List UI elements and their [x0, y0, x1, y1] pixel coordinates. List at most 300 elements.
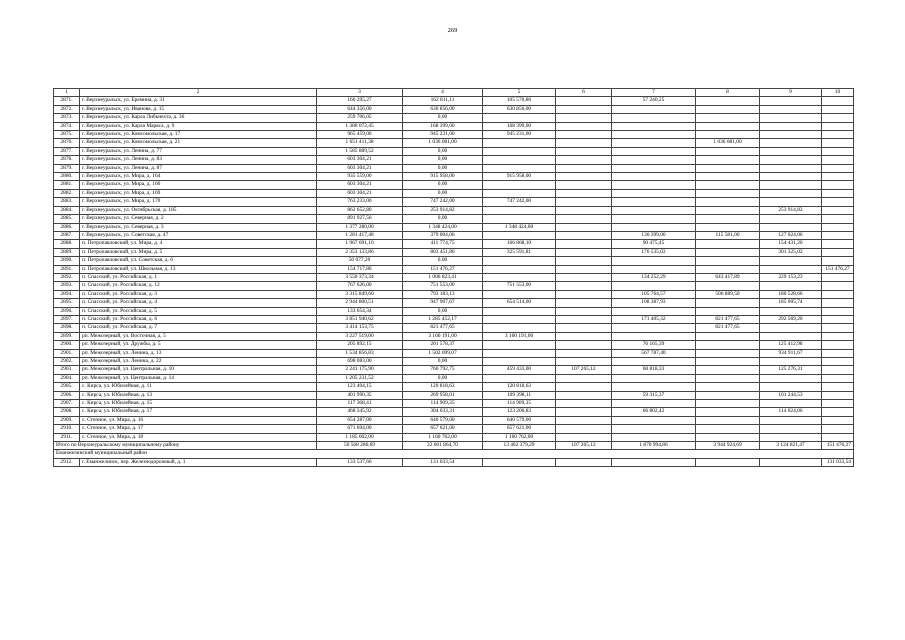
address-cell: рп. Межозерный, ул. Центральная, д. 10 [80, 366, 317, 374]
row-number: 2904. [54, 374, 80, 382]
amount-cell [612, 181, 696, 189]
amount-cell [760, 425, 822, 433]
amount-cell [696, 164, 760, 172]
address-cell: п. Петропавловский, ул. Мира, д. 5 [80, 248, 317, 256]
amount-cell [822, 383, 854, 391]
amount-cell [696, 173, 760, 181]
amount-cell [556, 231, 612, 239]
amount-cell [612, 433, 696, 441]
amount-cell: 1 285 452,17 [403, 315, 483, 323]
address-cell: г. Верхнеуральск, ул. Ленина, д. 87 [80, 164, 317, 172]
amount-cell: 747 242,00 [483, 198, 556, 206]
amount-cell [556, 173, 612, 181]
amount-cell [612, 173, 696, 181]
row-number: 2900. [54, 341, 80, 349]
amount-cell [760, 105, 822, 113]
amount-cell: 935 559,00 [317, 173, 403, 181]
table-row [54, 257, 854, 265]
table-row [54, 97, 854, 105]
amount-cell [483, 164, 556, 172]
total-amount: 107 265,12 [556, 442, 612, 450]
column-number-10: 10 [822, 89, 854, 97]
amount-cell [556, 147, 612, 155]
table-row [54, 374, 854, 382]
amount-cell: 3 227 519,00 [317, 332, 403, 340]
table-row [54, 198, 854, 206]
amount-cell [760, 358, 822, 366]
amount-cell: 68 818,33 [612, 366, 696, 374]
amount-cell: 567 787,40 [612, 349, 696, 357]
table-row [54, 181, 854, 189]
amount-cell: 644 356,00 [317, 105, 403, 113]
row-number: 2887. [54, 231, 80, 239]
amount-cell [612, 223, 696, 231]
address-cell: г. Верхнеуральск, ул. Северная, д. 3 [80, 223, 317, 231]
address-cell: г. Верхнеуральск, ул. Мира, д. 164 [80, 173, 317, 181]
amount-cell [556, 198, 612, 206]
amount-cell [822, 433, 854, 441]
amount-cell: 751 553,00 [403, 282, 483, 290]
amount-cell: 151 476,27 [403, 265, 483, 273]
amount-cell: 630 856,00 [403, 105, 483, 113]
amount-cell [556, 164, 612, 172]
amount-cell [556, 240, 612, 248]
amount-cell [556, 290, 612, 298]
column-number-6: 6 [556, 89, 612, 97]
amount-cell: 763 233,00 [317, 198, 403, 206]
address-cell: г. Верхнеуральск, ул. Мира, д. 170 [80, 198, 317, 206]
amount-cell: 0,00 [403, 114, 483, 122]
amount-cell: 50 077,20 [317, 257, 403, 265]
amount-cell [696, 156, 760, 164]
row-number: 2899. [54, 332, 80, 340]
amount-cell: 0,00 [403, 189, 483, 197]
amount-cell: 1 585 889,52 [317, 147, 403, 155]
total-amount: 151 476,27 [822, 442, 854, 450]
amount-cell: 3 851 940,62 [317, 315, 403, 323]
row-number: 2875. [54, 131, 80, 139]
amount-cell [822, 240, 854, 248]
table-row [54, 433, 854, 441]
amount-cell [696, 131, 760, 139]
address-cell: с. Степное, ул. Мира, д. 17 [80, 425, 317, 433]
address-cell: г. Верхнеуральск, ул. Ленина, д. 83 [80, 156, 317, 164]
amount-cell [760, 164, 822, 172]
amount-cell: 185 005,74 [760, 299, 822, 307]
amount-cell: 134 252,29 [612, 273, 696, 281]
amount-cell [612, 114, 696, 122]
amount-cell: 603 304,21 [317, 181, 403, 189]
amount-cell [483, 231, 556, 239]
amount-cell: 301 325,02 [760, 248, 822, 256]
amount-cell [696, 433, 760, 441]
row-number: 2885. [54, 215, 80, 223]
table-row [54, 164, 854, 172]
section-row [54, 450, 854, 458]
amount-cell [696, 341, 760, 349]
row-number: 2908. [54, 408, 80, 416]
table-row [54, 290, 854, 298]
amount-cell: 657 621,00 [483, 425, 556, 433]
row-number: 2895. [54, 299, 80, 307]
amount-cell [556, 315, 612, 323]
column-number-5: 5 [483, 89, 556, 97]
address-cell: рп. Межозерный, ул. Дружбы, д. 5 [80, 341, 317, 349]
amount-cell [760, 147, 822, 155]
address-cell: г. Верхнеуральск, ул. Ленина, д. 77 [80, 147, 317, 155]
address-cell: п. Спасский, ул. Российская, д. 4 [80, 299, 317, 307]
amount-cell: 176 535,03 [612, 248, 696, 256]
amount-cell [483, 273, 556, 281]
amount-cell [483, 156, 556, 164]
row-number: 2882. [54, 189, 80, 197]
amount-cell [612, 324, 696, 332]
amount-cell: 131 033,54 [822, 458, 854, 466]
amount-cell [696, 383, 760, 391]
amount-cell [556, 105, 612, 113]
amount-cell [483, 181, 556, 189]
total-amount: 1 870 994,86 [612, 442, 696, 450]
amount-cell: 603 304,21 [317, 164, 403, 172]
amount-cell [822, 299, 854, 307]
amount-cell [822, 131, 854, 139]
amount-cell [822, 105, 854, 113]
amount-cell: 891 927,56 [317, 215, 403, 223]
amount-cell [556, 114, 612, 122]
amount-cell: 0,00 [403, 307, 483, 315]
amount-cell [822, 416, 854, 424]
row-number: 2911. [54, 433, 80, 441]
amount-cell [760, 156, 822, 164]
amount-cell [696, 391, 760, 399]
amount-cell: 767 626,00 [317, 282, 403, 290]
amount-cell [556, 358, 612, 366]
amount-cell [556, 425, 612, 433]
amount-cell: 1 348 424,00 [403, 223, 483, 231]
amount-cell: 0,00 [403, 257, 483, 265]
amount-cell [483, 324, 556, 332]
address-cell: г. Верхнеуральск, ул. Советская, д. 47 [80, 231, 317, 239]
amount-cell [696, 181, 760, 189]
table-row [54, 173, 854, 181]
table-row [54, 122, 854, 130]
amount-cell [822, 231, 854, 239]
amount-cell: 1 205 231,52 [317, 374, 403, 382]
address-cell: п. Спасский, ул. Российская, д. 7 [80, 324, 317, 332]
address-cell: с. Кирса, ул. Юбилейная, д. 17 [80, 408, 317, 416]
amount-cell: 506 889,50 [696, 290, 760, 298]
amount-cell [822, 139, 854, 147]
table-row [54, 307, 854, 315]
amount-cell [483, 215, 556, 223]
amount-cell: 0,00 [403, 215, 483, 223]
row-number: 2880. [54, 173, 80, 181]
column-number-9: 9 [760, 89, 822, 97]
table-row [54, 282, 854, 290]
amount-cell: 123 206,83 [483, 408, 556, 416]
amount-cell [760, 122, 822, 130]
table-row [54, 273, 854, 281]
row-number: 2909. [54, 416, 80, 424]
address-cell: г. Верхнеуральск, ул. Комсомольская, д. 21 [80, 139, 317, 147]
amount-cell [556, 215, 612, 223]
row-number: 2910. [54, 425, 80, 433]
amount-cell [822, 164, 854, 172]
amount-cell [760, 223, 822, 231]
amount-cell: 105 570,86 [483, 97, 556, 105]
total-amount: 13 402 379,29 [483, 442, 556, 450]
table-row [54, 131, 854, 139]
amount-cell [612, 147, 696, 155]
amount-cell: 401 990,35 [317, 391, 403, 399]
total-amount: 3 124 821,47 [760, 442, 822, 450]
address-cell: с. Степное, ул. Мира, д. 18 [80, 433, 317, 441]
amount-cell: 114 909,35 [403, 400, 483, 408]
address-cell: п. Спасский, ул. Российская, д. 6 [80, 315, 317, 323]
amount-cell: 201 578,37 [403, 341, 483, 349]
amount-cell [696, 223, 760, 231]
table-row [54, 366, 854, 374]
amount-cell: 747 242,00 [403, 198, 483, 206]
amount-cell: 2 241 175,90 [317, 366, 403, 374]
amount-cell [696, 307, 760, 315]
amount-cell: 468 345,92 [317, 408, 403, 416]
amount-cell: 123 404,15 [317, 383, 403, 391]
row-number: 2884. [54, 206, 80, 214]
amount-cell: 166 295,27 [317, 97, 403, 105]
amount-cell [612, 215, 696, 223]
amount-cell [612, 458, 696, 466]
address-cell: рп. Межозерный, ул. Ленина, д. 13 [80, 349, 317, 357]
table-row [54, 105, 854, 113]
amount-cell [822, 273, 854, 281]
amount-cell [612, 122, 696, 130]
amount-cell: 915 958,00 [403, 173, 483, 181]
amount-cell [696, 215, 760, 223]
row-number: 2902. [54, 358, 80, 366]
amount-cell [696, 416, 760, 424]
column-number-1: 1 [54, 89, 80, 97]
amount-cell: 965 459,00 [317, 131, 403, 139]
amount-cell [822, 408, 854, 416]
amount-cell [612, 139, 696, 147]
amount-cell [760, 458, 822, 466]
amount-cell: 1 160 762,00 [483, 433, 556, 441]
amount-cell: 1 006 823,41 [403, 273, 483, 281]
row-number: 2893. [54, 282, 80, 290]
amount-cell: 803 451,86 [403, 248, 483, 256]
table-row [54, 315, 854, 323]
row-number: 2896. [54, 307, 80, 315]
amount-cell [696, 147, 760, 155]
amount-cell [612, 164, 696, 172]
amount-cell [556, 189, 612, 197]
address-cell: г. Верхнеуральск, ул. Октябрьская, д. 185 [80, 206, 317, 214]
amount-cell [612, 156, 696, 164]
amount-cell [556, 307, 612, 315]
amount-cell: 821 477,65 [403, 324, 483, 332]
amount-cell [760, 332, 822, 340]
table-row [54, 324, 854, 332]
amount-cell: 120 818,63 [403, 383, 483, 391]
amount-cell [760, 257, 822, 265]
column-number-8: 8 [696, 89, 760, 97]
amount-cell: 171 405,32 [612, 315, 696, 323]
amount-cell [612, 374, 696, 382]
table-row [54, 383, 854, 391]
amount-cell [612, 307, 696, 315]
address-cell: г. Верхнеуральск, ул. Карла Маркса, д. 9 [80, 122, 317, 130]
amount-cell: 1 036 081,00 [403, 139, 483, 147]
column-number-3: 3 [317, 89, 403, 97]
total-amount: 22 601 864,70 [403, 442, 483, 450]
amount-cell [696, 97, 760, 105]
amount-cell: 151 476,27 [822, 265, 854, 273]
amount-cell: 205 892,15 [317, 341, 403, 349]
table-row [54, 215, 854, 223]
amount-cell [760, 131, 822, 139]
amount-cell [696, 349, 760, 357]
row-number: 2879. [54, 164, 80, 172]
amount-cell: 0,00 [403, 156, 483, 164]
amount-cell: 166 868,10 [483, 240, 556, 248]
amount-cell: 947 907,67 [403, 299, 483, 307]
amount-cell: 127 024,06 [760, 231, 822, 239]
amount-cell [760, 173, 822, 181]
amount-cell [696, 114, 760, 122]
amount-cell: 2 944 800,51 [317, 299, 403, 307]
amount-cell [612, 332, 696, 340]
amount-cell [483, 139, 556, 147]
section-title: Еманжелинский муниципальный район [54, 450, 854, 458]
amount-cell [556, 324, 612, 332]
address-cell: п. Спасский, ул. Российская, д. 1 [80, 273, 317, 281]
amount-cell [822, 391, 854, 399]
amount-cell [483, 265, 556, 273]
amount-cell: 934 911,67 [760, 349, 822, 357]
amount-cell [696, 366, 760, 374]
row-number: 2889. [54, 248, 80, 256]
table-row [54, 114, 854, 122]
amount-cell [696, 358, 760, 366]
amount-cell: 862 652,80 [317, 206, 403, 214]
amount-cell: 66 802,42 [612, 408, 696, 416]
amount-cell [696, 198, 760, 206]
table-row [54, 425, 854, 433]
address-cell: г. Верхнеуральск, ул. Северная, д. 2 [80, 215, 317, 223]
amount-cell: 0,00 [403, 358, 483, 366]
amount-cell: 1 185 602,00 [317, 433, 403, 441]
amount-cell [612, 189, 696, 197]
amount-cell: 657 621,00 [403, 425, 483, 433]
amount-cell [696, 105, 760, 113]
amount-cell [696, 240, 760, 248]
row-number: 2898. [54, 324, 80, 332]
amount-cell [822, 147, 854, 155]
table-row [54, 299, 854, 307]
row-number: 2877. [54, 147, 80, 155]
amount-cell: 0,00 [403, 181, 483, 189]
amount-cell [696, 206, 760, 214]
amount-cell [822, 97, 854, 105]
row-number: 2891. [54, 265, 80, 273]
amount-cell [822, 332, 854, 340]
housing-register-table [53, 88, 854, 467]
table-row [54, 408, 854, 416]
amount-cell: 1 377 280,00 [317, 223, 403, 231]
amount-cell [556, 273, 612, 281]
amount-cell [822, 315, 854, 323]
column-number-2: 2 [80, 89, 317, 97]
table-row [54, 349, 854, 357]
table-row [54, 332, 854, 340]
table-row [54, 341, 854, 349]
table-row [54, 147, 854, 155]
amount-cell: 3 160 191,00 [403, 332, 483, 340]
amount-cell [822, 248, 854, 256]
amount-cell: 133 654,34 [317, 307, 403, 315]
amount-cell [612, 131, 696, 139]
row-number: 2901. [54, 349, 80, 357]
amount-cell [556, 400, 612, 408]
amount-cell [556, 433, 612, 441]
amount-cell: 253 914,82 [760, 206, 822, 214]
amount-cell: 125 412,98 [760, 341, 822, 349]
amount-cell [556, 181, 612, 189]
amount-cell: 630 856,00 [483, 105, 556, 113]
amount-cell: 154 431,20 [760, 240, 822, 248]
amount-cell [696, 189, 760, 197]
amount-cell [612, 206, 696, 214]
column-number-4: 4 [403, 89, 483, 97]
amount-cell [822, 223, 854, 231]
amount-cell: 698 083,00 [317, 358, 403, 366]
amount-cell [483, 349, 556, 357]
amount-cell [760, 374, 822, 382]
amount-cell [696, 425, 760, 433]
amount-cell: 760 792,75 [403, 366, 483, 374]
amount-cell: 136 399,00 [612, 231, 696, 239]
amount-cell [696, 458, 760, 466]
amount-cell [822, 307, 854, 315]
amount-cell [696, 299, 760, 307]
amount-cell [483, 315, 556, 323]
total-amount: 3 944 924,69 [696, 442, 760, 450]
address-cell: п. Спасский, ул. Российская, д. 3 [80, 290, 317, 298]
amount-cell: 269 958,01 [403, 391, 483, 399]
amount-cell [612, 198, 696, 206]
amount-cell: 640 579,00 [483, 416, 556, 424]
amount-cell: 945 231,00 [403, 131, 483, 139]
amount-cell: 180 528,66 [760, 290, 822, 298]
amount-cell: 131 033,54 [403, 458, 483, 466]
amount-cell [760, 416, 822, 424]
column-number-7: 7 [612, 89, 696, 97]
amount-cell [483, 114, 556, 122]
amount-cell: 603 304,21 [317, 189, 403, 197]
table-row [54, 240, 854, 248]
address-cell: г. Верхнеуральск, ул. Мира, д. 166 [80, 181, 317, 189]
page-number: 269 [447, 27, 458, 34]
amount-cell: 292 569,20 [760, 315, 822, 323]
amount-cell: 0,00 [403, 147, 483, 155]
amount-cell [612, 383, 696, 391]
row-number: 2876. [54, 139, 80, 147]
amount-cell [483, 206, 556, 214]
row-number: 2903. [54, 366, 80, 374]
address-cell: рп. Межозерный, ул. Центральная, д. 14 [80, 374, 317, 382]
table-row [54, 458, 854, 466]
